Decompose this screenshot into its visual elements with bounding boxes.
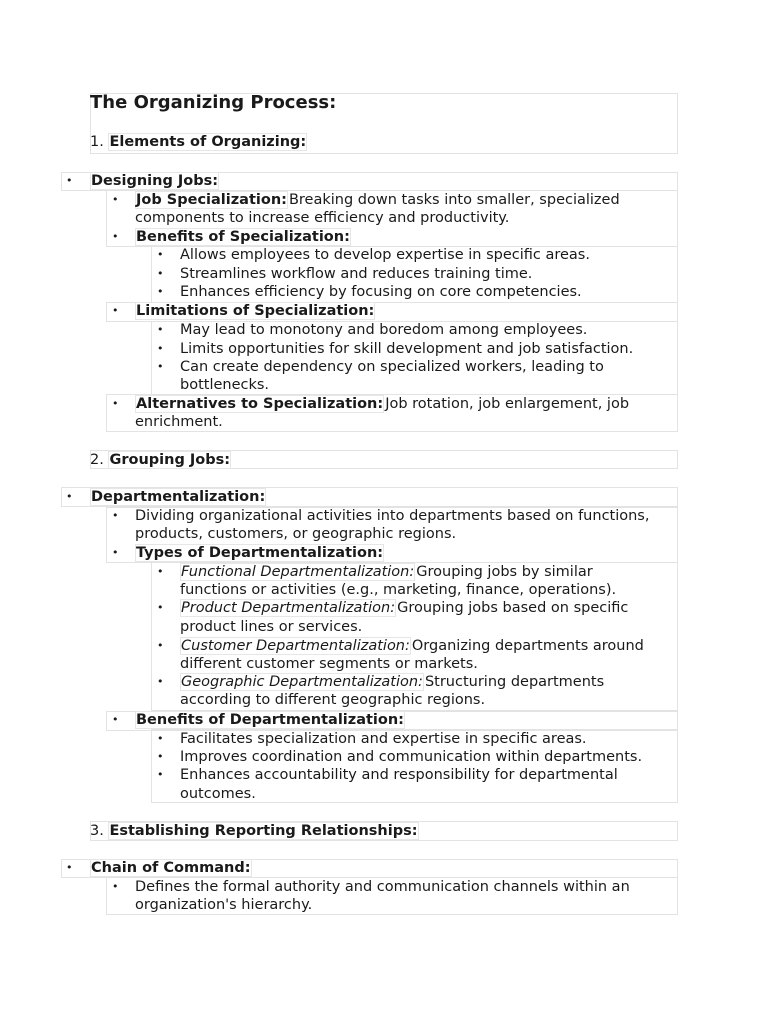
list-item: Streamlines workflow and reduces training time. (180, 266, 533, 282)
job-spec-label: Job Specialization: (136, 192, 287, 208)
limitations-label: Limitations of Specialization: (136, 303, 375, 319)
list-item: Allows employees to develop expertise in specific areas. (180, 247, 590, 263)
chain-desc-line-1: Defines the formal authority and communication channels within an (135, 879, 630, 895)
list-item: Facilitates specialization and expertise in specific areas. (180, 731, 587, 747)
section-1-title: Elements of Organizing: (109, 134, 307, 150)
bullet: • (112, 509, 119, 522)
bullet: • (66, 861, 73, 874)
designing-jobs-label: Designing Jobs: (91, 173, 219, 189)
alternatives-line-1: Alternatives to Specialization: Job rotation, job enlargement, job (136, 396, 630, 412)
benefits-spec-label: Benefits of Specialization: (136, 229, 350, 245)
bullet: • (157, 675, 164, 688)
bullet: • (157, 360, 164, 373)
section-1-number: 1. (90, 134, 104, 150)
product-line-2: product lines or services. (180, 619, 363, 635)
functional-line-1: Functional Departmentalization: Grouping jobs by similar (181, 564, 593, 580)
list-item: Enhances efficiency by focusing on core competencies. (180, 284, 582, 300)
bullet: • (112, 880, 119, 893)
bullet: • (157, 732, 164, 745)
dept-desc-line-1: Dividing organizational activities into departments based on functions, (135, 508, 650, 524)
list-item: Improves coordination and communication within departments. (180, 749, 643, 765)
geographic-line-2: according to different geographic regions. (180, 692, 486, 708)
geographic-line-1: Geographic Departmentalization: Structuring departments (181, 674, 605, 690)
bullet: • (112, 230, 119, 243)
section-1-heading (90, 133, 308, 151)
customer-line-1: Customer Departmentalization: Organizing departments around (181, 638, 644, 654)
alternatives-line-2: enrichment. (135, 414, 223, 430)
bullet: • (157, 565, 164, 578)
bullet: • (66, 490, 73, 503)
section-3-heading (90, 822, 420, 840)
bullet: • (157, 285, 164, 298)
list-item-continuation: outcomes. (180, 786, 256, 802)
bullet: • (112, 304, 119, 317)
bullet: • (66, 174, 73, 187)
bullet: • (157, 601, 164, 614)
section-2-title: Grouping Jobs: (109, 452, 231, 468)
functional-label: Functional Departmentalization: (181, 564, 415, 580)
dept-benefits-label: Benefits of Departmentalization: (136, 712, 404, 728)
geographic-label: Geographic Departmentalization: (181, 674, 423, 690)
chain-label: Chain of Command: (91, 860, 251, 876)
bullet: • (157, 639, 164, 652)
job-spec-line-2: components to increase efficiency and productivity. (135, 210, 510, 226)
section-3-number: 3. (90, 823, 104, 839)
list-item: Limits opportunities for skill development and job satisfaction. (180, 341, 634, 357)
functional-line-2: functions or activities (e.g., marketing, finance, operations). (180, 582, 617, 598)
bullet: • (112, 713, 119, 726)
section-2-number: 2. (90, 452, 104, 468)
bullet: • (112, 546, 119, 559)
page-title: The Organizing Process: (90, 92, 337, 113)
section-2-heading (90, 451, 232, 469)
bullet: • (157, 267, 164, 280)
bullet: • (157, 750, 164, 763)
dept-desc-line-2: products, customers, or geographic regions. (135, 526, 457, 542)
bullet: • (157, 768, 164, 781)
list-item: May lead to monotony and boredom among employees. (180, 322, 588, 338)
dept-types-label: Types of Departmentalization: (136, 545, 384, 561)
product-line-1: Product Departmentalization: Grouping jobs based on specific (181, 600, 629, 616)
alternatives-label: Alternatives to Specialization: (136, 396, 384, 412)
list-item: Can create dependency on specialized workers, leading to (180, 359, 604, 375)
list-item: Enhances accountability and responsibility for departmental (180, 767, 618, 783)
section-3-title: Establishing Reporting Relationships: (109, 823, 418, 839)
customer-label: Customer Departmentalization: (181, 638, 410, 654)
dept-label: Departmentalization: (91, 489, 266, 505)
customer-line-2: different customer segments or markets. (180, 656, 478, 672)
bullet: • (112, 193, 119, 206)
list-item-continuation: bottlenecks. (180, 377, 270, 393)
job-spec-line-1: Job Specialization: Breaking down tasks into smaller, specialized (136, 192, 620, 208)
bullet: • (157, 323, 164, 336)
product-label: Product Departmentalization: (181, 600, 396, 616)
chain-desc-line-2: organization's hierarchy. (135, 897, 313, 913)
bullet: • (112, 397, 119, 410)
bullet: • (157, 342, 164, 355)
bullet: • (157, 248, 164, 261)
